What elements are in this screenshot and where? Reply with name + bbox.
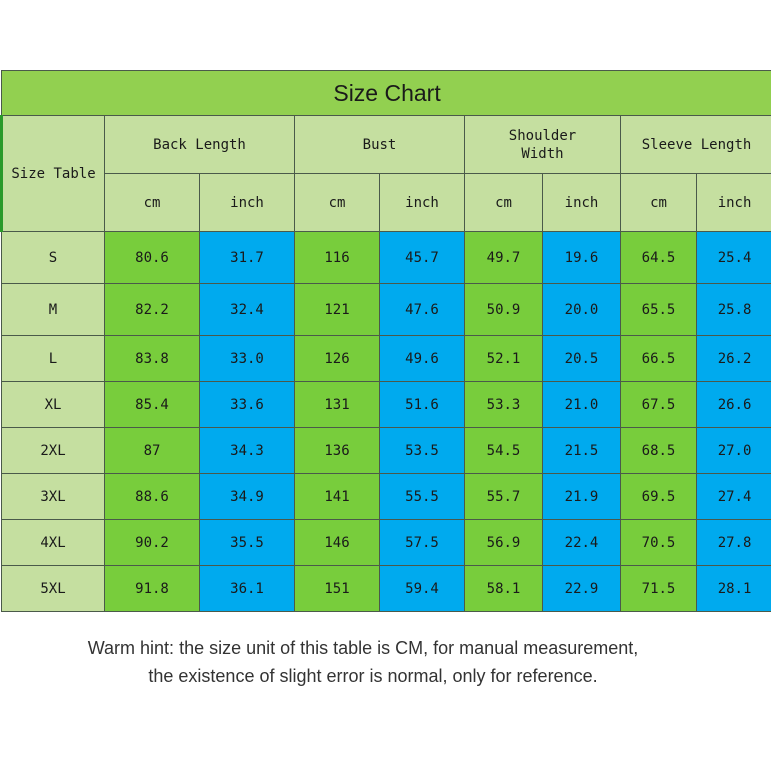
cm-value-cell: 50.9 [465, 284, 543, 336]
inch-value-cell: 27.4 [697, 474, 771, 520]
inch-value-cell: 25.4 [697, 232, 771, 284]
table-row [2, 284, 771, 336]
inch-value-cell: 49.6 [380, 336, 465, 382]
size-table-label: Size Table [2, 116, 105, 232]
unit-header: inch [380, 174, 465, 232]
cm-value-cell: 88.6 [105, 474, 200, 520]
cm-value-cell: 87 [105, 428, 200, 474]
inch-value-cell: 33.0 [200, 336, 295, 382]
cm-value-cell: 80.6 [105, 232, 200, 284]
size-label: 2XL [2, 428, 105, 474]
inch-value-cell: 45.7 [380, 232, 465, 284]
unit-header: cm [621, 174, 697, 232]
cm-value-cell: 55.7 [465, 474, 543, 520]
cm-value-cell: 121 [295, 284, 380, 336]
inch-value-cell: 36.1 [200, 566, 295, 612]
cm-value-cell: 54.5 [465, 428, 543, 474]
warm-hint-line-1: Warm hint: the size unit of this table is CM, for manual measurement, [87, 638, 639, 658]
header-shoulder-width: Shoulder Width [465, 116, 621, 174]
cm-value-cell: 136 [295, 428, 380, 474]
inch-value-cell: 21.9 [543, 474, 621, 520]
table-row [2, 520, 771, 566]
unit-header: cm [465, 174, 543, 232]
cm-value-cell: 65.5 [621, 284, 697, 336]
cm-value-cell: 52.1 [465, 336, 543, 382]
chart-title: Size Chart [2, 71, 771, 116]
inch-value-cell: 35.5 [200, 520, 295, 566]
size-label: S [2, 232, 105, 284]
cm-value-cell: 58.1 [465, 566, 543, 612]
inch-value-cell: 22.9 [543, 566, 621, 612]
cm-value-cell: 53.3 [465, 382, 543, 428]
table-row [2, 382, 771, 428]
inch-value-cell: 32.4 [200, 284, 295, 336]
inch-value-cell: 26.2 [697, 336, 771, 382]
table-row [2, 428, 771, 474]
cm-value-cell: 126 [295, 336, 380, 382]
inch-value-cell: 47.6 [380, 284, 465, 336]
cm-value-cell: 67.5 [621, 382, 697, 428]
table-row [2, 336, 771, 382]
size-chart-table [0, 70, 771, 612]
header-sleeve-length: Sleeve Length [621, 116, 771, 174]
inch-value-cell: 21.0 [543, 382, 621, 428]
cm-value-cell: 141 [295, 474, 380, 520]
inch-value-cell: 57.5 [380, 520, 465, 566]
inch-value-cell: 55.5 [380, 474, 465, 520]
size-label: 3XL [2, 474, 105, 520]
unit-header: inch [543, 174, 621, 232]
inch-value-cell: 31.7 [200, 232, 295, 284]
cm-value-cell: 64.5 [621, 232, 697, 284]
cm-value-cell: 85.4 [105, 382, 200, 428]
cm-value-cell: 151 [295, 566, 380, 612]
inch-value-cell: 33.6 [200, 382, 295, 428]
size-rows [2, 232, 771, 612]
table-row [2, 474, 771, 520]
cm-value-cell: 70.5 [621, 520, 697, 566]
cm-value-cell: 131 [295, 382, 380, 428]
cm-value-cell: 90.2 [105, 520, 200, 566]
table-row [2, 566, 771, 612]
inch-value-cell: 59.4 [380, 566, 465, 612]
size-label: M [2, 284, 105, 336]
size-label: 5XL [2, 566, 105, 612]
unit-header: inch [200, 174, 295, 232]
header-bust: Bust [295, 116, 465, 174]
table-row [2, 232, 771, 284]
cm-value-cell: 116 [295, 232, 380, 284]
inch-value-cell: 28.1 [697, 566, 771, 612]
unit-header: cm [105, 174, 200, 232]
cm-value-cell: 49.7 [465, 232, 543, 284]
cm-value-cell: 68.5 [621, 428, 697, 474]
cm-value-cell: 83.8 [105, 336, 200, 382]
unit-header: inch [697, 174, 771, 232]
header-back-length: Back Length [105, 116, 295, 174]
inch-value-cell: 51.6 [380, 382, 465, 428]
inch-value-cell: 53.5 [380, 428, 465, 474]
inch-value-cell: 20.5 [543, 336, 621, 382]
inch-value-cell: 19.6 [543, 232, 621, 284]
inch-value-cell: 34.9 [200, 474, 295, 520]
inch-value-cell: 34.3 [200, 428, 295, 474]
cm-value-cell: 91.8 [105, 566, 200, 612]
inch-value-cell: 22.4 [543, 520, 621, 566]
size-label: 4XL [2, 520, 105, 566]
cm-value-cell: 69.5 [621, 474, 697, 520]
warm-hint-line-2: the existence of slight error is normal, only for reference. [148, 666, 598, 686]
inch-value-cell: 20.0 [543, 284, 621, 336]
inch-value-cell: 26.6 [697, 382, 771, 428]
unit-header: cm [295, 174, 380, 232]
cm-value-cell: 82.2 [105, 284, 200, 336]
cm-value-cell: 71.5 [621, 566, 697, 612]
inch-value-cell: 27.8 [697, 520, 771, 566]
inch-value-cell: 25.8 [697, 284, 771, 336]
inch-value-cell: 21.5 [543, 428, 621, 474]
cm-value-cell: 146 [295, 520, 380, 566]
size-label: XL [2, 382, 105, 428]
size-label: L [2, 336, 105, 382]
inch-value-cell: 27.0 [697, 428, 771, 474]
cm-value-cell: 66.5 [621, 336, 697, 382]
cm-value-cell: 56.9 [465, 520, 543, 566]
